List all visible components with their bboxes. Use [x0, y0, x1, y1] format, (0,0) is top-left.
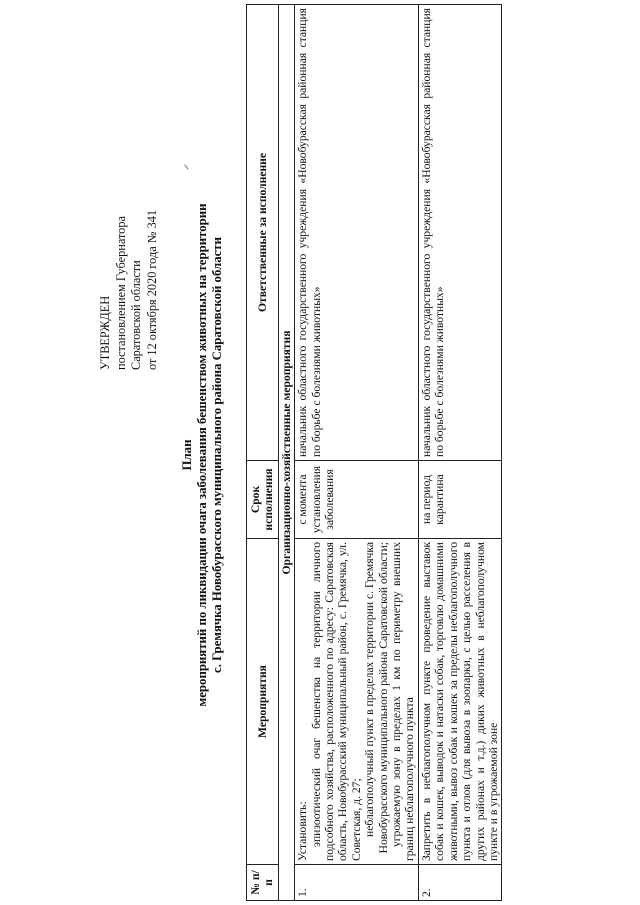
row-measures: [295, 539, 419, 865]
row-term: с момента установления заболевания: [295, 461, 419, 539]
header-term: Срок исполнения: [247, 461, 279, 539]
approval-line: Саратовской области: [129, 260, 143, 370]
title-location: с. Гремячка Новобурасского муниципального района Саратовской области: [210, 237, 224, 673]
approval-date: от 12 октября 2020 года № 341: [144, 209, 159, 370]
section-row: [278, 5, 294, 901]
row-num: 1.: [295, 865, 419, 901]
header-num: № п/п: [247, 865, 279, 901]
table-row: [295, 5, 419, 901]
title-subject: мероприятий по ликвидации очага заболевания бешенством животных на территории: [195, 203, 209, 707]
measure-paragraph: неблагополучный пункт в пределах территории с. Гремячка Новобурасского муниципального района Саратовской области;: [363, 542, 390, 854]
approval-block: [98, 40, 160, 370]
table-header-row: [247, 5, 279, 901]
measure-paragraph: угрожаемую зону в пределах 1 км по периметру внешних границ неблагополучного пункта: [390, 542, 417, 861]
document-title: [180, 45, 225, 865]
row-responsible: начальник областного государственного учреждения «Новобурасская районная станция по борьбе с болезнями животных»: [418, 5, 501, 461]
row-num: 2.: [418, 865, 501, 901]
measures-table: [246, 4, 502, 901]
header-responsible: Ответственные за исполнение: [247, 5, 279, 461]
measure-lead: Установить:: [296, 801, 310, 861]
row-responsible: начальник областного государственного учреждения «Новобурасская районная станция по борьбе с болезнями животных»: [295, 5, 419, 461]
approval-line: постановлением Губернатора: [113, 216, 128, 370]
row-measures: Запретить в неблагополучном пункте проведение выставок собак и кошек, выводок и натаски собак, торговлю домашними животными, вывоз собак и кошек за пределы неблагополучного пункта и отлов (для вывоза в зоопарки, с целью расселения в других районах и т.д.) диких животных в неблагополучном пункте и в угрожаемой зоне: [418, 539, 501, 865]
section-title: Организационно-хозяйственные мероприятия: [278, 5, 294, 901]
header-measures: Мероприятия: [247, 539, 279, 865]
approval-title: УТВЕРЖДЕН: [98, 295, 112, 370]
row-term: на период карантина: [418, 461, 501, 539]
title-plan: План: [180, 439, 194, 471]
table-row: [418, 5, 501, 901]
measure-paragraph: эпизоотический очаг бешенства на территории личного подсобного хозяйства, расположенного по адресу: Саратовская область, Новобурасский муниципальный район, с. Гремячка, ул. Советская, д. 27;: [309, 542, 363, 861]
